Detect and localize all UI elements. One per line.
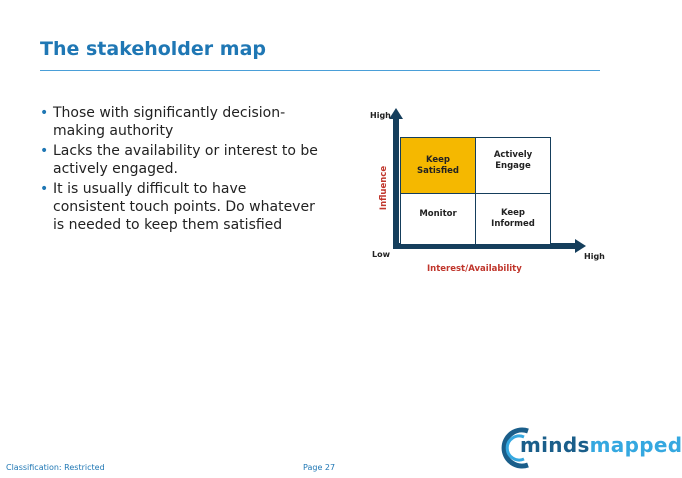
bullet-item: • Those with significantly decision-making authority bbox=[40, 105, 286, 139]
x-high-label: High bbox=[584, 252, 605, 261]
quadrant-monitor: Monitor bbox=[400, 193, 476, 245]
quadrant-actively-engage: Actively Engage bbox=[475, 137, 551, 194]
slide-title: The stakeholder map bbox=[40, 38, 266, 60]
x-axis-title: Interest/Availability bbox=[427, 264, 522, 274]
bullet-icon: • bbox=[40, 143, 49, 159]
y-axis-arrowhead bbox=[389, 108, 403, 119]
bullet-list bbox=[40, 104, 320, 236]
stakeholder-diagram bbox=[360, 105, 630, 280]
y-axis-line bbox=[393, 117, 399, 249]
quadrant-keep-informed: Keep Informed bbox=[475, 193, 551, 245]
quadrant-keep-satisfied: Keep Satisfied bbox=[400, 137, 476, 194]
bullet-item: • Lacks the availability or interest to be actively engaged. bbox=[40, 143, 318, 177]
logo-text-minds: minds bbox=[520, 433, 590, 457]
footer-classification: Classification: Restricted bbox=[6, 463, 105, 472]
logo-text-mapped: mapped bbox=[589, 433, 682, 457]
bullet-icon: • bbox=[40, 105, 49, 121]
bullet-icon: • bbox=[40, 181, 49, 197]
y-high-label: High bbox=[370, 111, 391, 120]
logo bbox=[498, 426, 682, 470]
title-rule bbox=[40, 70, 600, 71]
y-low-label: Low bbox=[372, 250, 390, 259]
x-axis-arrowhead bbox=[575, 239, 586, 253]
footer-page-number: Page 27 bbox=[303, 463, 336, 472]
bullet-item: • It is usually difficult to have consistent touch points. Do whatever is needed to keep them satisfied bbox=[40, 181, 315, 233]
y-axis-title: Influence bbox=[379, 165, 389, 211]
